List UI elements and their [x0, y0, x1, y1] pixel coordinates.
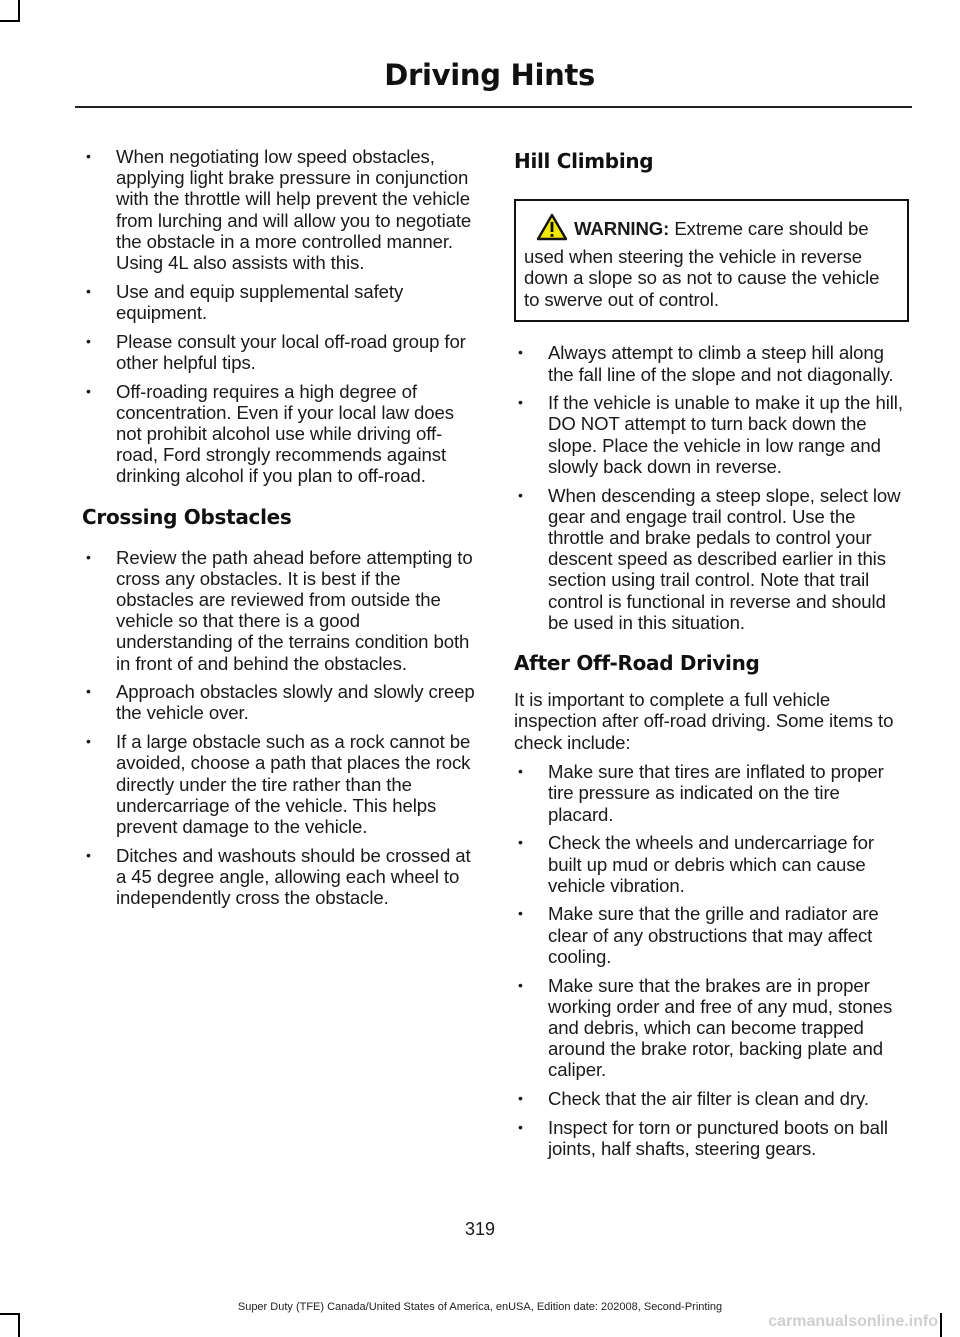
section-heading-crossing-obstacles: Crossing Obstacles [82, 504, 292, 529]
page-title: Driving Hints [384, 58, 595, 92]
list-item: • If a large obstacle such as a rock cannot be avoided, choose a path that places the rock directly under the tire rather than the undercarriage of the vehicle. This helps prevent damage to the vehicle. [82, 731, 477, 837]
crop-mark-bottom-left-h [0, 1313, 20, 1315]
section-heading-hill-climbing: Hill Climbing [514, 149, 654, 173]
list-item: • Inspect for torn or punctured boots on ball joints, half shafts, steering gears. [514, 1117, 909, 1159]
header-divider [75, 106, 912, 108]
list-item: • Make sure that the brakes are in proper working order and free of any mud, stones and debris, which can become trapped around the brake rotor, backing plate and caliper. [514, 975, 909, 1081]
footer-edition-text: Super Duty (TFE) Canada/United States of America, enUSA, Edition date: 202008, Second-Printing [237, 1301, 723, 1313]
list-item: • Approach obstacles slowly and slowly creep the vehicle over. [82, 681, 477, 723]
list-item: • Ditches and washouts should be crossed at a 45 degree angle, allowing each wheel to independently cross the obstacle. [82, 845, 477, 909]
right-column [514, 146, 909, 1167]
list-item: • Off-roading requires a high degree of concentration. Even if your local law does not prohibit alcohol use while driving off-road, Ford strongly recommends against drinking alcohol if you plan to off-road. [82, 381, 477, 487]
warning-label: WARNING: [574, 218, 670, 239]
after-intro-paragraph: It is important to complete a full vehicle inspection after off-road driving. Some items to check include: [514, 689, 894, 753]
crop-mark-top-left-v [18, 0, 20, 22]
list-item: • If the vehicle is unable to make it up the hill, DO NOT attempt to turn back down the slope. Place the vehicle in low range and slowly back down in reverse. [514, 392, 909, 477]
list-item: • When negotiating low speed obstacles, applying light brake pressure in conjunction with the throttle will help prevent the vehicle from lurching and will allow you to negotiate the obstacle in a more controlled manner. Using 4L also assists with this. [82, 146, 477, 273]
list-item: • Please consult your local off-road group for other helpful tips. [82, 331, 477, 373]
list-item: • When descending a steep slope, select low gear and engage trail control. Use the throttle and brake pedals to control your descent speed as described earlier in this section using trail control. Note that trail control is functional in reverse and should be used in this situation. [514, 485, 909, 633]
after-bullet-list [514, 761, 909, 1159]
list-item: • Use and equip supplemental safety equipment. [82, 281, 477, 323]
warning-triangle-icon [536, 213, 568, 246]
page-number: 319 [464, 1219, 496, 1239]
list-item: • Always attempt to climb a steep hill along the fall line of the slope and not diagonally. [514, 342, 909, 384]
list-item: • Make sure that the grille and radiator are clear of any obstructions that may affect cooling. [514, 903, 909, 967]
list-item: • Check that the air filter is clean and dry. [514, 1088, 909, 1109]
left-column [82, 146, 477, 916]
watermark: carmanualsonline.info [768, 1313, 938, 1330]
crop-mark-bottom-right-v [940, 1313, 942, 1337]
crop-mark-bottom-left-v [18, 1313, 20, 1337]
intro-bullet-list [82, 146, 477, 487]
warning-box [514, 199, 909, 322]
crossing-bullet-list [82, 547, 477, 909]
section-heading-after-off-road: After Off-Road Driving [514, 651, 760, 676]
crop-mark-top-left-h [0, 20, 20, 22]
list-item: • Review the path ahead before attempting to cross any obstacles. It is best if the obstacles are reviewed from outside the vehicle so that there is a good understanding of the terrains condition both in front of and behind the obstacles. [82, 547, 477, 674]
list-item: • Make sure that tires are inflated to proper tire pressure as indicated on the tire placard. [514, 761, 909, 825]
warning-text: Extreme care should be used when steering the vehicle in reverse down a slope so as not to cause the vehicle to swerve out of control. [524, 218, 880, 310]
list-item: • Check the wheels and undercarriage for built up mud or debris which can cause vehicle vibration. [514, 832, 909, 896]
hill-bullet-list [514, 342, 909, 633]
